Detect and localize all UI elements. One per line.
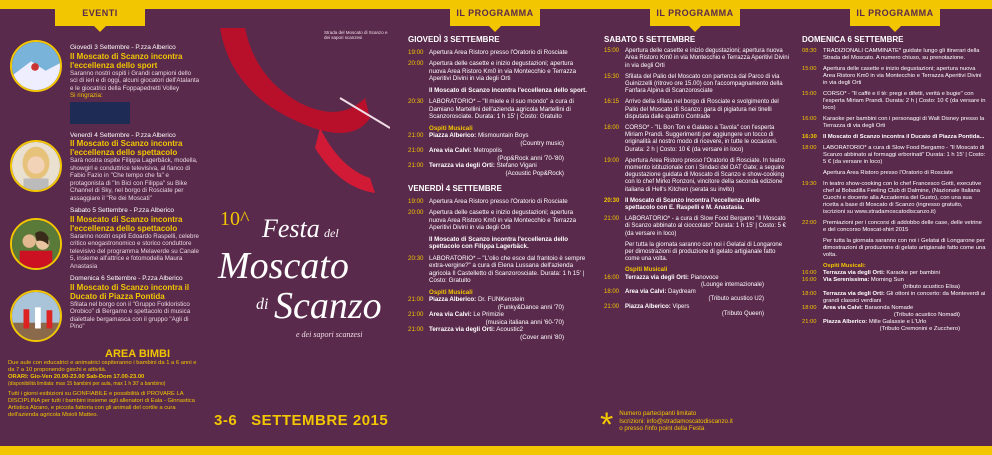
evento-3-title: Il Moscato di Scanzo incontra l'eccellenza dello spettacolo: [70, 214, 183, 233]
list-item: 20:00 Apertura delle casette e inizio degustazioni; apertura nuova Area Ristoro Km0 in via Montecchio e Terrazza Aperitivi Divini in via degli Orti: [408, 209, 577, 231]
music-genre: (Funky&Dance anni '70): [497, 303, 564, 311]
music-row: 21:00 Piazza Alberico: Mille Galassie e L'Urlo: [802, 319, 927, 325]
music-row: 16:00 Via Serenissima: Morning Sun: [802, 277, 904, 283]
list-item: 18:00 CORSO* - "IL Bon Ton e Galateo a Tavola" con l'esperta Miriam Prandi. Suggerimenti per aggiungere un tocco di originalità al nostro modo di ricevere, in tutte le occasioni. Durata: 2 h | Costo: 10 € (da versare in loco): [604, 125, 778, 153]
wine-pour-illustration: [200, 28, 390, 228]
notice-line-1: Numero partecipanti limitato: [619, 410, 697, 417]
list-item: 15:00 Apertura delle casette e inizio degustazioni; apertura nuova Area Ristoro Km0 in via Montecchio e Terrazza Aperitivi Divini in via degli Orti: [604, 48, 789, 69]
list-item: 19:00 Apertura Area Ristoro presso l'Oratorio di Rosciate: [408, 48, 568, 56]
area-bimbi-note: (disponibilità limitata: max 15 bambini per aula, max 1 h 30' a bambino): [8, 381, 166, 387]
list-item: 19:00 Apertura Area Ristoro presso l'Oratorio di Rosciate. In teatro momento istituzionale con i Sindaci del DAT Gate; a seguire degustazione guidata di Moscato di Scanzo e show-cooking con lo chef Mirko Ronzoni, vincitore della seconda edizione italiana di Hell's Kitchen (serata su invito): [604, 157, 785, 193]
programma-sabato: [604, 34, 790, 318]
title-del: del: [324, 226, 339, 240]
music-row: 21:00 Area via Calvi: Metropolis: [408, 147, 502, 154]
list-item: 19:30 In teatro show-cooking con lo chef Francesco Gotti, executive chef al Bobadilla Feeling Club di Dalmine, (Nazionale Italiana Cuochi e docente alla Accademia del Gusto), con una sua ricetta a base di Moscato di Scanzo (ingresso gratuito, iscrizioni su www.stradamoscatodiscanzo.it): [802, 181, 982, 215]
music-genre: (Tributo acustico Nomadi): [893, 312, 960, 318]
sabato-title: SABATO 5 SETTEMBRE: [604, 35, 696, 44]
sabato-music-title: Ospiti Musicali: [625, 267, 668, 274]
evento-4-title: Il Moscato di Scanzo incontra il Ducato di Piazza Pontida: [70, 282, 190, 301]
area-bimbi-orari: ORARI: Gio-Ven 20.00-23.00 Sab-Dom 17.00-23.00: [8, 374, 145, 380]
list-item: Per tutta la giornata saranno con noi i Gelatai di Longarone per dimostrazioni di produzione di gelato artigianale fatto come una volta.: [823, 238, 986, 258]
music-genre: (tributo acustico Elisa): [902, 284, 960, 290]
photo-filippa: [10, 140, 62, 192]
giovedi-music-title: Ospiti Musicali: [429, 124, 473, 132]
list-item: Il Moscato di Scanzo incontra l'eccellenza dello sport.: [429, 86, 587, 94]
music-row: 21:00 Piazza Alberico: Vipers: [604, 303, 690, 310]
domenica-music-title: Ospiti Musicali:: [823, 263, 866, 269]
evento-4-date: Domenica 6 Settembre - P.zza Alberico: [70, 275, 183, 282]
area-bimbi-title: AREA BIMBI: [105, 348, 170, 360]
list-item: Apertura Area Ristoro presso l'Oratorio di Rosciate: [823, 170, 953, 176]
list-item: 20:30 LABORATORIO* – "Il miele e il suo mondo" a cura di Damiano Martellini dell'azienda agricola Martellini di Scanzorosciate. Durata: 1 h 15' | Costo: Gratuito: [408, 98, 574, 120]
list-item: 20:30 Il Moscato di Scanzo incontra l'eccellenza dello spettacolo con E. Raspelli e M. Anastasia.: [604, 197, 760, 212]
giovedi-title: GIOVEDÌ 3 SETTEMBRE: [408, 35, 500, 44]
area-bimbi-desc2: Tutti i giorni esibizioni su GONFIABILE e possibilità di PROVARE LA DISCIPLINA per tutti i bambini insieme agli allenatori di Eala - Ginnastica Artistica Alzano, e piccola fattoria con gli animali del cortile a cura dell'azienda agricola Moioli Matteo.: [8, 391, 195, 418]
music-row: 16:00 Terrazza via degli Orti: Pianovoce: [604, 274, 719, 281]
title-festa: Festa: [262, 214, 320, 243]
domenica-title: DOMENICA 6 SETTEMBRE: [802, 35, 904, 44]
evento-1: [70, 44, 200, 124]
music-genre: (Acoustic Pop&Rock): [505, 169, 564, 177]
area-bimbi: [8, 348, 200, 419]
programma-domenica: [802, 34, 986, 333]
festival-title-area: [200, 28, 390, 448]
list-item: Per tutta la giornata saranno con noi i Gelatai di Longarone per dimostrazioni di produzione di gelato artigianale fatto come una volta.: [625, 241, 783, 263]
tab-programma-2: IL PROGRAMMA: [650, 0, 740, 26]
giovedi-rows: [408, 49, 590, 121]
title-sub: e dei sapori scanzesi: [296, 330, 363, 339]
list-item: 08:30 TRADIZIONALI CAMMINATE* guidate lungo gli itinerari della Strada del Moscato. A numero chiuso, su prenotazione.: [802, 48, 980, 61]
music-row: 16:00 Terrazza via degli Orti: Karaoke per bambini: [802, 270, 940, 276]
list-item: 19:00 Apertura Area Ristoro presso l'Oratorio di Rosciate: [408, 197, 568, 205]
music-genre: (musica italiana anni '60-'70): [485, 318, 564, 326]
evento-1-desc: Saranno nostri ospiti i Grandi campioni dello sci di ieri e di oggi, alcuni giocatori dell'Atalanta e le giocatrici della Foppapedretti Volley: [70, 69, 200, 92]
bottom-stripe: [0, 446, 992, 455]
list-item: 16:15 Arrivo della sfilata nel borgo di Rosciate e svolgimento del Palio del Moscato di Scanzo: gara di pigiatura nei tinelli disputata dalle quattro Contrade: [604, 99, 779, 120]
list-item: 18:00 LABORATORIO* a cura di Slow Food Bergamo - "Il Moscato di Scanzo abbinato ai formaggi erborinati" Durata: 1 h 15' | Costo: 5 € (da versare in loco): [802, 145, 986, 165]
music-row: 21:00 Piazza Alberico: Mismountain Boys: [408, 132, 529, 139]
edition-number: 10^: [220, 208, 250, 230]
list-item: 15:00 CORSO* - "Il caffè e il tè: pregi e difetti, verità e bugie" con l'esperta Miriam Prandi. Durata: 2 h | Costo: 10 € (da versare in loco): [802, 91, 986, 111]
sponsor-logo: [70, 102, 130, 124]
evento-2: [70, 132, 200, 203]
music-row: 18:00 Area via Calvi: Baraonda Nomade: [802, 305, 914, 311]
music-row: 21:00 Terrazza via degli Orti: Stefano Vigani: [408, 162, 537, 169]
list-item: 20:00 Apertura delle casette e inizio degustazioni; apertura nuova Area Ristoro Km0 in via Montecchio e Terrazza Aperitivi Divini in via degli Orti: [408, 60, 577, 82]
evento-2-date: Venerdì 4 Settembre - P.zza Alberico: [70, 131, 176, 139]
programma-giovedi-venerdi: [408, 34, 590, 341]
evento-2-desc: Sarà nostra ospite Filippa Lagerbäck, modella, showgirl e conduttrice televisiva, al fianco di Fabio Fazio in "Che tempo che fa" e protagonista di "In Bici con Filippa" su Bike Channel di Sky, nel borgo di Rosciate per assaggiare il "Re dei Moscati": [70, 157, 198, 202]
music-genre: (Country music): [520, 139, 564, 147]
evento-3-date: Sabato 5 Settembre - P.zza Alberico: [70, 207, 174, 214]
list-item: 16:00 Karaoke per bambini con i personaggi di Walt Disney presso la Terrazza di via degli Orti: [802, 116, 985, 129]
list-item: 22:00 Premiazioni per i concorsi di addobbo delle case, delle vetrine e del concorso Moscat-shirt 2015: [802, 220, 982, 233]
notice-line-3: o presso l'info point della Festa: [619, 425, 705, 432]
tab-programma-3: IL PROGRAMMA: [850, 0, 940, 26]
photo-sport: [10, 40, 62, 92]
music-row: 21:00 Area via Calvi: Le Primizie: [408, 311, 504, 318]
list-item: Il Moscato di Scanzo incontra l'eccellenza dello spettacolo con Filippa Lagerbäck.: [429, 235, 569, 250]
evento-1-thanks: Si ringrazia:: [70, 92, 103, 99]
music-genre: (Cover anni '80): [520, 333, 564, 341]
music-genre: (Pop&Rock anni '70-'80): [497, 154, 564, 162]
venerdi-music-title: Ospiti Musicali: [429, 288, 473, 296]
tab-programma-1: IL PROGRAMMA: [450, 0, 540, 26]
title-scanzo: Scanzo: [274, 285, 382, 327]
music-genre: (Tributo Queen): [721, 310, 764, 317]
evento-1-date: Giovedì 3 Settembre - P.zza Alberico: [70, 44, 176, 51]
evento-1-title: Il Moscato di Scanzo incontra l'eccellenza dello sport: [70, 51, 183, 70]
evento-2-title: Il Moscato di Scanzo incontra l'eccellenza dello spettacolo: [70, 139, 183, 157]
title-moscato: Moscato: [218, 245, 349, 287]
tab-eventi: EVENTI: [55, 0, 145, 26]
eventi-list: [70, 44, 200, 336]
list-item: 16:30 Il Moscato di Scanzo incontra il Ducato di Piazza Pontida...: [802, 134, 985, 140]
music-genre: (Tributo Cremonini e Zucchero): [879, 326, 960, 332]
photo-raspelli: [10, 218, 62, 270]
evento-3-desc: Saranno nostri ospiti Edoardo Raspelli, celebre critico enogastronomico e storico conduttore televisivo del programma Melaverde su Canale 5, insieme all'attrice e fotomodella Maura Anastasia: [70, 232, 199, 270]
notice-box: [600, 406, 790, 444]
list-item: 15:30 Sfilata del Palio del Moscato con partenza dal Parco di via Guinizzelli (ritrovo ore 15.00) con l'accompagnamento della Fanfara Alpina di Scanzorosciate: [604, 73, 783, 95]
music-row: 18:00 Terrazza via degli Orti: Gli ottoni in concerto: da Monteverdi ai grandi classici verdiani: [802, 291, 986, 304]
music-row: 21:00 Piazza Alberico: Dr. FUNKenstein: [408, 296, 525, 303]
list-item: 20:30 LABORATORIO* – "L'olio che esce dal frantoio è sempre extra-vergine?" a cura di Elena Lussana dell'azienda agricola Il Castelletto di Scanzorosciate. Durata: 1 h 15' | Costo: Gratuito: [408, 254, 586, 284]
area-bimbi-desc: Due aule con educatrici e animatrici ospiteranno i bambini da 1 a 6 anni e da 7 a 10 proponendo giochi e attività.: [8, 360, 197, 373]
title-di: di: [256, 296, 269, 313]
list-item: 15:00 Apertura delle casette e inizio degustazioni; apertura nuova Area Ristoro Km0 in via Montecchio e Terrazza Aperitivi Divini in via degli Orti: [802, 66, 982, 86]
strada-logo-text: Strada del Moscato di Scanzo e dei sapori scanzesi: [324, 30, 388, 40]
festival-dates: 3-6 SETTEMBRE 2015: [214, 412, 389, 429]
music-genre: (Tributo acustico U2): [708, 296, 764, 303]
music-genre: (Lounge internazionale): [700, 281, 764, 288]
music-row: 18:00 Area via Calvi: Daydream: [604, 289, 696, 296]
photo-folklore: [10, 290, 62, 342]
evento-4: [70, 275, 200, 331]
notice-email[interactable]: Iscrizioni: info@stradamoscatodiscanzo.it: [619, 417, 733, 425]
list-item: 21:00 LABORATORIO* - a cura di Slow Food Bergamo "Il Moscato di Scanzo abbinato al cioccolato" Durata: 1 h 15' | Costo: 5 € (da versare in loco): [604, 216, 786, 237]
evento-3: [70, 207, 200, 270]
music-row: 21:00 Terrazza via degli Orti: Acoustic2: [408, 326, 524, 333]
venerdi-title: VENERDÌ 4 SETTEMBRE: [408, 184, 502, 193]
evento-4-desc: Sfilata nel borgo con il "Gruppo Folkloristico Orobico" di Bergamo e spettacolo di musica dialettale bergamasca con il gruppo "Agli di Pino": [70, 300, 191, 330]
asterisk-icon: *: [600, 406, 614, 444]
